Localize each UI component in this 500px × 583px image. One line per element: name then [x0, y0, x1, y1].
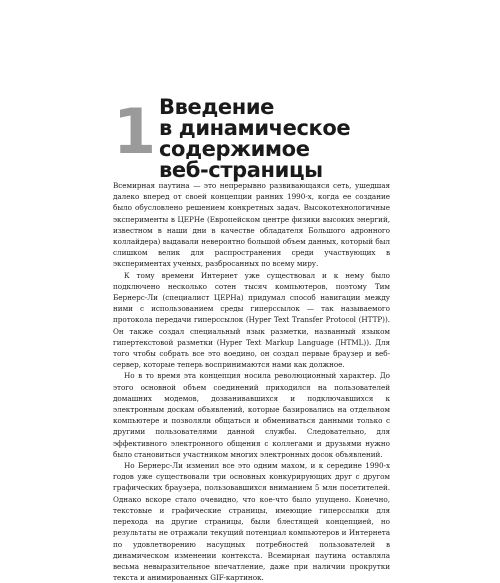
paragraph: Но в то время эта концепция носила революционный характер. До этого основной объем соединений приходился на пользователей домашних модемов, дозванивавшихся и подключавшихся к электронным доскам объявлений, которые базировались на отдельном компьютере и позволяли общаться и обмениваться данными только с другими пользователями данной службы. Следовательно, для эффективного электронного общения с коллегами и друзьями нужно было становиться участником многих электронных досок объявлений.: [113, 371, 390, 459]
body-text: [113, 180, 390, 583]
paragraph: Но Бернерс-Ли изменил все это одним махом, и к середине 1990-х годов уже существовали три основных конкурирующих друг с другом графических браузера, пользовавшихся вниманием 5 млн посетителей. Однако вскоре стало очевидно, что кое-что было упущено. Конечно, текстовые и графические страницы, имеющие гиперссылки для перехода на другие страницы, были блестящей концепцией, но результаты не отражали текущий потенциал компьютеров и Интернета по удовлетворению насущных потребностей пользователей в динамическом изменении контекста. Всемирная паутина оставляла весьма невыразительное впечатление, даже при наличии прокрутки текста и анимированных GIF-картинок.: [113, 461, 390, 583]
chapter-heading: [113, 97, 393, 181]
paragraph: К тому времени Интернет уже существовал и к нему было подключено несколько сотен тысяч компьютеров, поэтому Тим Бернерс-Ли (специалист ЦЕРНа) придумал способ навигации между ними с использованием среды гиперссылок — так называемого протокола передачи гиперссылок (Hyper Text Transfer Protocol (HTTP)). Он также создал специальный язык разметки, названный языком гипертекстовой разметки (Hyper Text Markup Language (HTML)). Для того чтобы собрать все это воедино, он создал первые браузер и веб-сервер, которые теперь воспринимаются нами как должное.: [113, 270, 390, 370]
paragraph: Всемирная паутина — это непрерывно развивающаяся сеть, ушедшая далеко вперед от своей концепции ранних 1990-х, когда ее создание было обусловлено решением конкретных задач. Высокотехнологичные эксперименты в ЦЕРНе (Европейском центре физики высоких энергий, известном в наши дни в качестве обладателя Большого адронного коллайдера) выдавали невероятно большой объем данных, который был слишком велик для распространения среди участвующих в экспериментах ученых, разбросанных по всему миру.: [113, 181, 390, 269]
chapter-title: Введение в динамическое содержимое веб-страницы: [159, 95, 351, 182]
chapter-number: 1: [113, 95, 157, 168]
